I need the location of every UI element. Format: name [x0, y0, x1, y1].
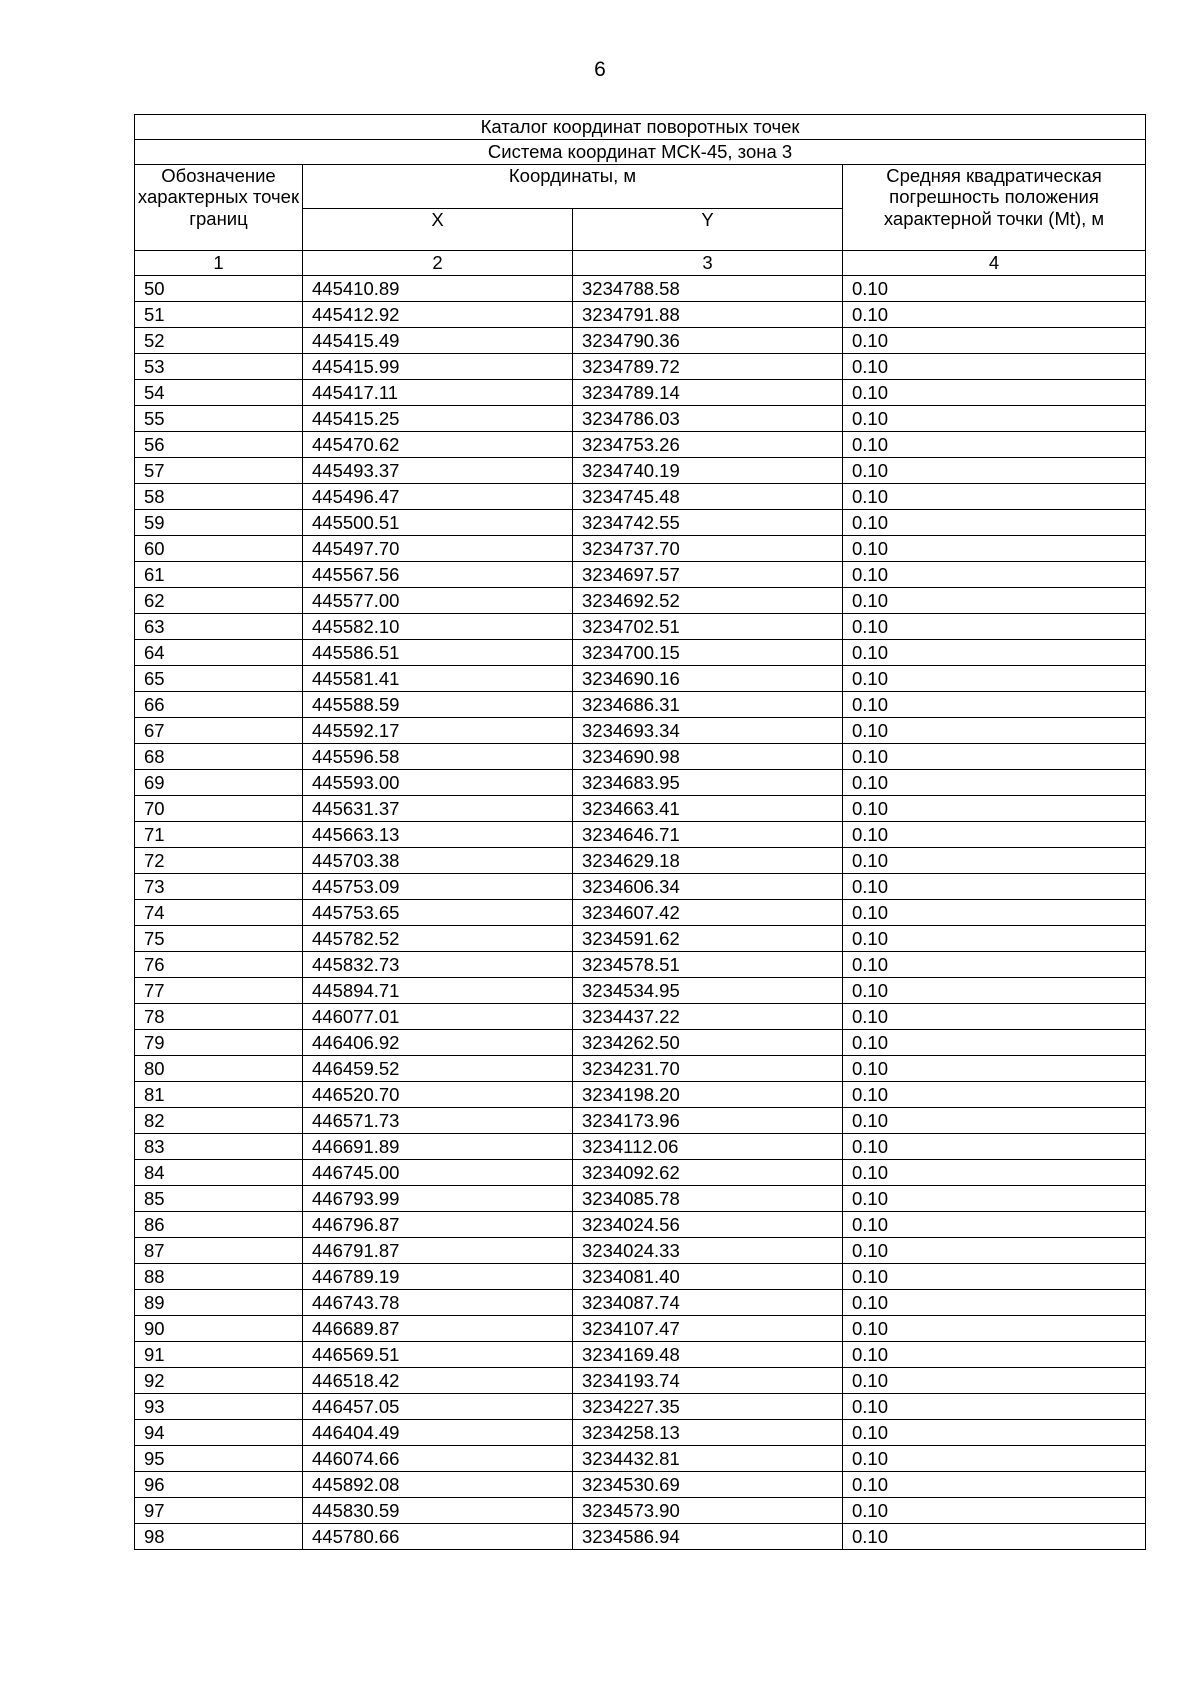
x-coordinate-cell: 445493.37 [303, 458, 573, 484]
y-coordinate-cell: 3234629.18 [573, 848, 843, 874]
y-coordinate-cell: 3234742.55 [573, 510, 843, 536]
y-coordinate-cell: 3234786.03 [573, 406, 843, 432]
x-coordinate-cell: 446074.66 [303, 1446, 573, 1472]
point-id-cell: 72 [135, 848, 303, 874]
point-id-cell: 58 [135, 484, 303, 510]
x-coordinate-cell: 446796.87 [303, 1212, 573, 1238]
table-row [135, 1420, 1146, 1446]
coordinates-catalog-table [134, 114, 1146, 1550]
table-row [135, 1316, 1146, 1342]
y-coordinate-cell: 3234700.15 [573, 640, 843, 666]
y-coordinate-cell: 3234740.19 [573, 458, 843, 484]
point-id-cell: 63 [135, 614, 303, 640]
error-cell: 0.10 [843, 1186, 1146, 1212]
y-coordinate-cell: 3234646.71 [573, 822, 843, 848]
table-row [135, 432, 1146, 458]
y-coordinate-cell: 3234173.96 [573, 1108, 843, 1134]
header-y: Y [573, 209, 843, 251]
point-id-cell: 73 [135, 874, 303, 900]
x-coordinate-cell: 446518.42 [303, 1368, 573, 1394]
y-coordinate-cell: 3234791.88 [573, 302, 843, 328]
x-coordinate-cell: 445415.99 [303, 354, 573, 380]
table-row [135, 796, 1146, 822]
point-id-cell: 93 [135, 1394, 303, 1420]
error-cell: 0.10 [843, 822, 1146, 848]
y-coordinate-cell: 3234573.90 [573, 1498, 843, 1524]
point-id-cell: 74 [135, 900, 303, 926]
x-coordinate-cell: 445894.71 [303, 978, 573, 1004]
error-cell: 0.10 [843, 1056, 1146, 1082]
error-cell: 0.10 [843, 926, 1146, 952]
point-id-cell: 82 [135, 1108, 303, 1134]
y-coordinate-cell: 3234092.62 [573, 1160, 843, 1186]
table-row [135, 484, 1146, 510]
error-cell: 0.10 [843, 770, 1146, 796]
error-cell: 0.10 [843, 562, 1146, 588]
x-coordinate-cell: 445496.47 [303, 484, 573, 510]
x-coordinate-cell: 446404.49 [303, 1420, 573, 1446]
table-subtitle-row [135, 140, 1146, 165]
x-coordinate-cell: 445581.41 [303, 666, 573, 692]
error-cell: 0.10 [843, 900, 1146, 926]
table-row [135, 900, 1146, 926]
error-cell: 0.10 [843, 510, 1146, 536]
y-coordinate-cell: 3234530.69 [573, 1472, 843, 1498]
table-row [135, 1160, 1146, 1186]
table-row [135, 406, 1146, 432]
x-coordinate-cell: 446743.78 [303, 1290, 573, 1316]
error-cell: 0.10 [843, 276, 1146, 302]
header-coordinates: Координаты, м [303, 165, 843, 209]
error-cell: 0.10 [843, 458, 1146, 484]
point-id-cell: 77 [135, 978, 303, 1004]
point-id-cell: 78 [135, 1004, 303, 1030]
point-id-cell: 51 [135, 302, 303, 328]
error-cell: 0.10 [843, 952, 1146, 978]
y-coordinate-cell: 3234693.34 [573, 718, 843, 744]
x-coordinate-cell: 445753.65 [303, 900, 573, 926]
y-coordinate-cell: 3234789.14 [573, 380, 843, 406]
point-id-cell: 66 [135, 692, 303, 718]
y-coordinate-cell: 3234737.70 [573, 536, 843, 562]
y-coordinate-cell: 3234790.36 [573, 328, 843, 354]
y-coordinate-cell: 3234745.48 [573, 484, 843, 510]
table-row [135, 354, 1146, 380]
error-cell: 0.10 [843, 1394, 1146, 1420]
table-row [135, 1498, 1146, 1524]
header-mean-square-error: Средняя квадратическая погрешность положения характерной точки (Mt), м [843, 165, 1146, 251]
table-row [135, 978, 1146, 1004]
y-coordinate-cell: 3234024.56 [573, 1212, 843, 1238]
x-coordinate-cell: 446791.87 [303, 1238, 573, 1264]
header-row-top [135, 165, 1146, 209]
error-cell: 0.10 [843, 1316, 1146, 1342]
table-row [135, 1108, 1146, 1134]
point-id-cell: 97 [135, 1498, 303, 1524]
point-id-cell: 50 [135, 276, 303, 302]
y-coordinate-cell: 3234789.72 [573, 354, 843, 380]
point-id-cell: 84 [135, 1160, 303, 1186]
table-row [135, 1004, 1146, 1030]
error-cell: 0.10 [843, 484, 1146, 510]
point-id-cell: 52 [135, 328, 303, 354]
x-coordinate-cell: 445497.70 [303, 536, 573, 562]
x-coordinate-cell: 445596.58 [303, 744, 573, 770]
y-coordinate-cell: 3234198.20 [573, 1082, 843, 1108]
y-coordinate-cell: 3234437.22 [573, 1004, 843, 1030]
error-cell: 0.10 [843, 796, 1146, 822]
table-row [135, 926, 1146, 952]
y-coordinate-cell: 3234193.74 [573, 1368, 843, 1394]
point-id-cell: 85 [135, 1186, 303, 1212]
y-coordinate-cell: 3234788.58 [573, 276, 843, 302]
table-row [135, 640, 1146, 666]
y-coordinate-cell: 3234606.34 [573, 874, 843, 900]
table-row [135, 380, 1146, 406]
table-row [135, 1524, 1146, 1550]
x-coordinate-cell: 445470.62 [303, 432, 573, 458]
x-coordinate-cell: 445577.00 [303, 588, 573, 614]
x-coordinate-cell: 445415.25 [303, 406, 573, 432]
x-coordinate-cell: 445415.49 [303, 328, 573, 354]
y-coordinate-cell: 3234686.31 [573, 692, 843, 718]
x-coordinate-cell: 445593.00 [303, 770, 573, 796]
column-number: 3 [573, 251, 843, 276]
y-coordinate-cell: 3234432.81 [573, 1446, 843, 1472]
table-row [135, 1342, 1146, 1368]
error-cell: 0.10 [843, 536, 1146, 562]
x-coordinate-cell: 445753.09 [303, 874, 573, 900]
table-row [135, 666, 1146, 692]
error-cell: 0.10 [843, 302, 1146, 328]
x-coordinate-cell: 445631.37 [303, 796, 573, 822]
point-id-cell: 91 [135, 1342, 303, 1368]
table-subtitle: Система координат МСК-45, зона 3 [135, 140, 1146, 165]
x-coordinate-cell: 445412.92 [303, 302, 573, 328]
point-id-cell: 62 [135, 588, 303, 614]
column-numbers-row [135, 251, 1146, 276]
x-coordinate-cell: 445782.52 [303, 926, 573, 952]
error-cell: 0.10 [843, 874, 1146, 900]
point-id-cell: 75 [135, 926, 303, 952]
error-cell: 0.10 [843, 1004, 1146, 1030]
x-coordinate-cell: 445780.66 [303, 1524, 573, 1550]
x-coordinate-cell: 445582.10 [303, 614, 573, 640]
table-row [135, 1082, 1146, 1108]
x-coordinate-cell: 445417.11 [303, 380, 573, 406]
header-point-designation: Обозначение характерных точек границ [135, 165, 303, 251]
table-row [135, 1290, 1146, 1316]
column-number: 2 [303, 251, 573, 276]
x-coordinate-cell: 446406.92 [303, 1030, 573, 1056]
table-row [135, 770, 1146, 796]
error-cell: 0.10 [843, 718, 1146, 744]
table-row [135, 588, 1146, 614]
x-coordinate-cell: 445830.59 [303, 1498, 573, 1524]
table-row [135, 952, 1146, 978]
point-id-cell: 71 [135, 822, 303, 848]
point-id-cell: 88 [135, 1264, 303, 1290]
point-id-cell: 86 [135, 1212, 303, 1238]
x-coordinate-cell: 446689.87 [303, 1316, 573, 1342]
error-cell: 0.10 [843, 406, 1146, 432]
error-cell: 0.10 [843, 1238, 1146, 1264]
error-cell: 0.10 [843, 1472, 1146, 1498]
error-cell: 0.10 [843, 1524, 1146, 1550]
y-coordinate-cell: 3234085.78 [573, 1186, 843, 1212]
table-row [135, 302, 1146, 328]
table-row [135, 1446, 1146, 1472]
point-id-cell: 81 [135, 1082, 303, 1108]
point-id-cell: 70 [135, 796, 303, 822]
y-coordinate-cell: 3234169.48 [573, 1342, 843, 1368]
y-coordinate-cell: 3234702.51 [573, 614, 843, 640]
x-coordinate-cell: 445500.51 [303, 510, 573, 536]
table-row [135, 1030, 1146, 1056]
point-id-cell: 94 [135, 1420, 303, 1446]
point-id-cell: 79 [135, 1030, 303, 1056]
x-coordinate-cell: 446520.70 [303, 1082, 573, 1108]
point-id-cell: 57 [135, 458, 303, 484]
table-title-row [135, 115, 1146, 140]
point-id-cell: 61 [135, 562, 303, 588]
point-id-cell: 87 [135, 1238, 303, 1264]
error-cell: 0.10 [843, 354, 1146, 380]
table-row [135, 1472, 1146, 1498]
y-coordinate-cell: 3234534.95 [573, 978, 843, 1004]
x-coordinate-cell: 446745.00 [303, 1160, 573, 1186]
x-coordinate-cell: 445410.89 [303, 276, 573, 302]
x-coordinate-cell: 446571.73 [303, 1108, 573, 1134]
table-title: Каталог координат поворотных точек [135, 115, 1146, 140]
x-coordinate-cell: 446793.99 [303, 1186, 573, 1212]
point-id-cell: 92 [135, 1368, 303, 1394]
y-coordinate-cell: 3234591.62 [573, 926, 843, 952]
point-id-cell: 83 [135, 1134, 303, 1160]
column-number: 1 [135, 251, 303, 276]
x-coordinate-cell: 446569.51 [303, 1342, 573, 1368]
x-coordinate-cell: 446457.05 [303, 1394, 573, 1420]
error-cell: 0.10 [843, 1108, 1146, 1134]
point-id-cell: 89 [135, 1290, 303, 1316]
table-row [135, 1238, 1146, 1264]
error-cell: 0.10 [843, 1446, 1146, 1472]
table-row [135, 510, 1146, 536]
x-coordinate-cell: 445663.13 [303, 822, 573, 848]
y-coordinate-cell: 3234578.51 [573, 952, 843, 978]
error-cell: 0.10 [843, 588, 1146, 614]
point-id-cell: 90 [135, 1316, 303, 1342]
error-cell: 0.10 [843, 1498, 1146, 1524]
y-coordinate-cell: 3234690.98 [573, 744, 843, 770]
x-coordinate-cell: 445892.08 [303, 1472, 573, 1498]
point-id-cell: 54 [135, 380, 303, 406]
table-row [135, 1186, 1146, 1212]
x-coordinate-cell: 445588.59 [303, 692, 573, 718]
table-row [135, 458, 1146, 484]
y-coordinate-cell: 3234231.70 [573, 1056, 843, 1082]
table-row [135, 1134, 1146, 1160]
error-cell: 0.10 [843, 328, 1146, 354]
error-cell: 0.10 [843, 1082, 1146, 1108]
point-id-cell: 53 [135, 354, 303, 380]
error-cell: 0.10 [843, 1342, 1146, 1368]
table-row [135, 744, 1146, 770]
table-row [135, 1264, 1146, 1290]
y-coordinate-cell: 3234227.35 [573, 1394, 843, 1420]
y-coordinate-cell: 3234663.41 [573, 796, 843, 822]
error-cell: 0.10 [843, 1420, 1146, 1446]
point-id-cell: 68 [135, 744, 303, 770]
x-coordinate-cell: 446691.89 [303, 1134, 573, 1160]
x-coordinate-cell: 445592.17 [303, 718, 573, 744]
table-row [135, 1212, 1146, 1238]
page-number: 6 [594, 58, 606, 81]
x-coordinate-cell: 445832.73 [303, 952, 573, 978]
point-id-cell: 69 [135, 770, 303, 796]
table-row [135, 822, 1146, 848]
point-id-cell: 60 [135, 536, 303, 562]
error-cell: 0.10 [843, 1030, 1146, 1056]
y-coordinate-cell: 3234753.26 [573, 432, 843, 458]
error-cell: 0.10 [843, 380, 1146, 406]
error-cell: 0.10 [843, 848, 1146, 874]
point-id-cell: 56 [135, 432, 303, 458]
y-coordinate-cell: 3234262.50 [573, 1030, 843, 1056]
x-coordinate-cell: 446459.52 [303, 1056, 573, 1082]
point-id-cell: 96 [135, 1472, 303, 1498]
table-row [135, 1056, 1146, 1082]
x-coordinate-cell: 445703.38 [303, 848, 573, 874]
y-coordinate-cell: 3234087.74 [573, 1290, 843, 1316]
error-cell: 0.10 [843, 978, 1146, 1004]
table-row [135, 1368, 1146, 1394]
error-cell: 0.10 [843, 640, 1146, 666]
error-cell: 0.10 [843, 432, 1146, 458]
y-coordinate-cell: 3234586.94 [573, 1524, 843, 1550]
point-id-cell: 76 [135, 952, 303, 978]
x-coordinate-cell: 446789.19 [303, 1264, 573, 1290]
y-coordinate-cell: 3234607.42 [573, 900, 843, 926]
table-row [135, 718, 1146, 744]
error-cell: 0.10 [843, 666, 1146, 692]
y-coordinate-cell: 3234690.16 [573, 666, 843, 692]
header-x: X [303, 209, 573, 251]
error-cell: 0.10 [843, 692, 1146, 718]
error-cell: 0.10 [843, 1134, 1146, 1160]
y-coordinate-cell: 3234081.40 [573, 1264, 843, 1290]
table-row [135, 562, 1146, 588]
y-coordinate-cell: 3234697.57 [573, 562, 843, 588]
table-row [135, 328, 1146, 354]
y-coordinate-cell: 3234258.13 [573, 1420, 843, 1446]
error-cell: 0.10 [843, 1212, 1146, 1238]
table-row [135, 614, 1146, 640]
point-id-cell: 95 [135, 1446, 303, 1472]
y-coordinate-cell: 3234024.33 [573, 1238, 843, 1264]
table-row [135, 692, 1146, 718]
y-coordinate-cell: 3234112.06 [573, 1134, 843, 1160]
point-id-cell: 64 [135, 640, 303, 666]
error-cell: 0.10 [843, 614, 1146, 640]
table-row [135, 276, 1146, 302]
point-id-cell: 98 [135, 1524, 303, 1550]
x-coordinate-cell: 446077.01 [303, 1004, 573, 1030]
x-coordinate-cell: 445567.56 [303, 562, 573, 588]
error-cell: 0.10 [843, 1290, 1146, 1316]
point-id-cell: 67 [135, 718, 303, 744]
column-number: 4 [843, 251, 1146, 276]
error-cell: 0.10 [843, 744, 1146, 770]
error-cell: 0.10 [843, 1368, 1146, 1394]
error-cell: 0.10 [843, 1160, 1146, 1186]
y-coordinate-cell: 3234107.47 [573, 1316, 843, 1342]
y-coordinate-cell: 3234692.52 [573, 588, 843, 614]
point-id-cell: 59 [135, 510, 303, 536]
x-coordinate-cell: 445586.51 [303, 640, 573, 666]
table-row [135, 1394, 1146, 1420]
table-row [135, 874, 1146, 900]
point-id-cell: 65 [135, 666, 303, 692]
error-cell: 0.10 [843, 1264, 1146, 1290]
point-id-cell: 55 [135, 406, 303, 432]
y-coordinate-cell: 3234683.95 [573, 770, 843, 796]
table-row [135, 848, 1146, 874]
point-id-cell: 80 [135, 1056, 303, 1082]
table-row [135, 536, 1146, 562]
